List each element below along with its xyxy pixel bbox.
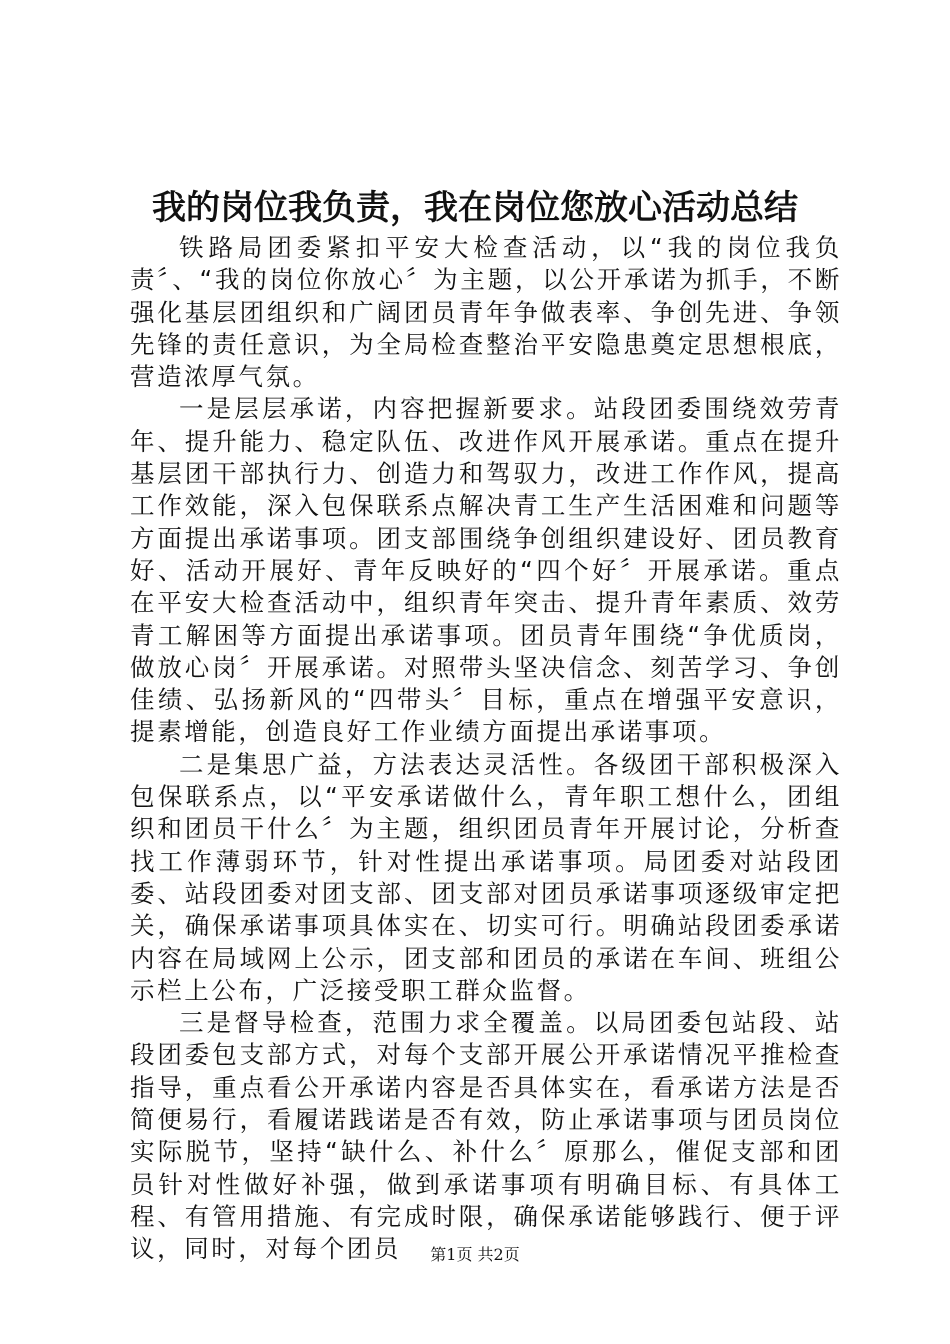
paragraph-inspection: 三是督导检查，范围力求全覆盖。以局团委包站段、站段团委包支部方式，对每个支部开展公开承诺情况平推检查指导，重点看公开承诺内容是否具体实在，看承诺方法是否简便易行，看履诺践诺是否有效，防止承诺事项与团员岗位实际脱节，坚持“缺什么、补什么〞原那么，催促支部和团员针对性做好补强，做到承诺事项有明确目标、有具体工程、有管用措施、有完成时限，确保承诺能够践行、便于评议，同时，对每个团员 [130,1008,842,1264]
document-title: 我的岗位我负责，我在岗位您放心活动总结 [152,188,798,228]
paragraph-intro: 铁路局团委紧扣平安大检查活动，以“我的岗位我负责〞、“我的岗位你放心〞为主题，以公开承诺为抓手，不断强化基层团组织和广阔团员青年争做表率、争创先进、争领先锋的责任意识，为全局检查整治平安隐患奠定思想根底，营造浓厚气氛。 [130,233,842,392]
document-body [130,232,842,1266]
paragraph-brainstorm: 二是集思广益，方法表达灵活性。各级团干部积极深入包保联系点，以“平安承诺做什么，青年职工想什么，团组织和团员干什么〞为主题，组织团员青年开展讨论，分析查找工作薄弱环节，针对性提出承诺事项。局团委对站段团委、站段团委对团支部、团支部对团员承诺事项逐级审定把关，确保承诺事项具体实在、切实可行。明确站段团委承诺内容在局域网上公示，团支部和团员的承诺在车间、班组公示栏上公布，广泛接受职工群众监督。 [130,749,842,1005]
page-number-footer: 第1页 共2页 [430,1245,520,1264]
paragraph-commitment: 一是层层承诺，内容把握新要求。站段团委围绕效劳青年、提升能力、稳定队伍、改进作风开展承诺。重点在提升基层团干部执行力、创造力和驾驭力，改进工作作风，提高工作效能，深入包保联系点解决青工生产生活困难和问题等方面提出承诺事项。团支部围绕争创组织建设好、团员教育好、活动开展好、青年反映好的“四个好〞开展承诺。重点在平安大检查活动中，组织青年突击、提升青年素质、效劳青工解困等方面提出承诺事项。团员青年围绕“争优质岗，做放心岗〞开展承诺。对照带头坚决信念、刻苦学习、争创佳绩、弘扬新风的“四带头〞目标，重点在增强平安意识，提素增能，创造良好工作业绩方面提出承诺事项。 [130,394,842,747]
